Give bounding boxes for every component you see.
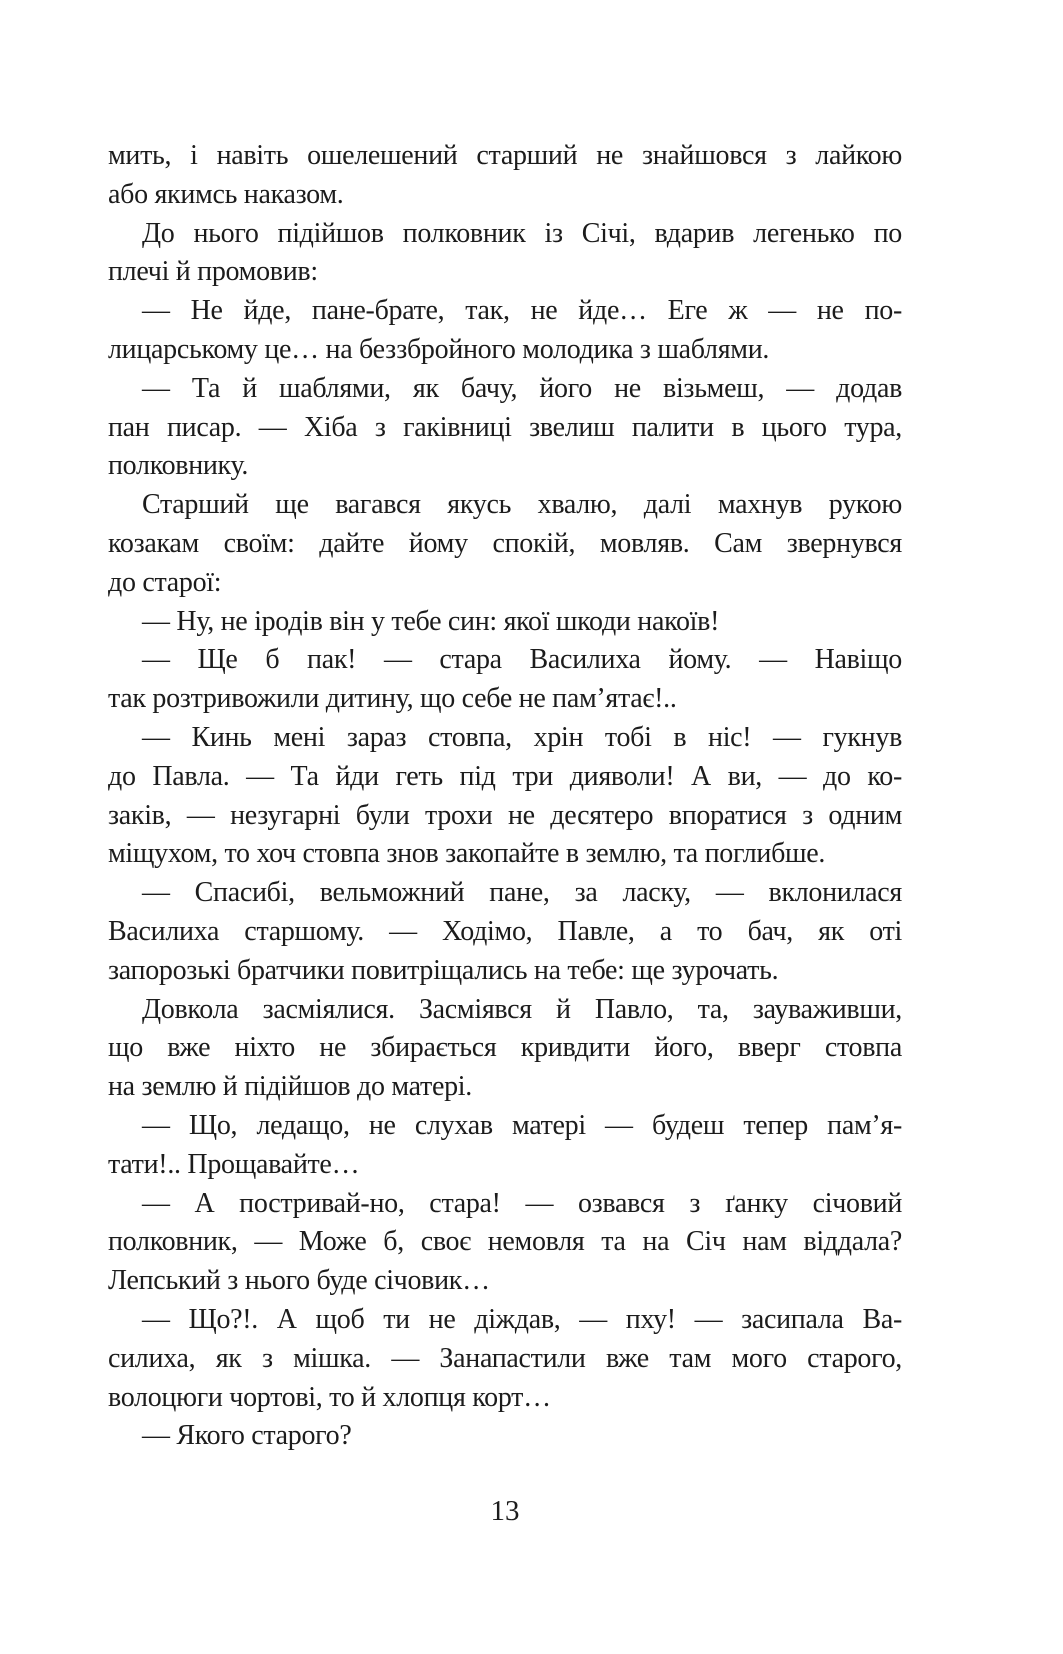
text-line: заків, — незугарні були трохи не десятеро впоратися з одним xyxy=(108,799,902,831)
text-line: плечі й промовив: xyxy=(108,256,318,288)
text-line: лицарському це… на беззбройного молодика з шаблями. xyxy=(108,333,770,365)
text-line: до старої: xyxy=(108,566,222,598)
text-line: волоцюги чортові, то й хлопця корт… xyxy=(108,1381,551,1413)
text-line: Лепський з нього буде січовик… xyxy=(108,1265,490,1297)
text-line: — Ну, не іродів він у тебе син: якої шкоди накоїв! xyxy=(142,605,720,637)
text-line: міщухом, то хоч стовпа знов закопайте в землю, та поглибше. xyxy=(108,838,826,870)
text-line: тати!.. Прощавайте… xyxy=(108,1148,360,1180)
text-line: що вже ніхто не збирається кривдити його, вверг стовпа xyxy=(108,1032,902,1064)
text-line: мить, і навіть ошелешений старший не знайшовся з лайкою xyxy=(108,140,902,171)
text-line: до Павла. — Та йди геть під три дияволи! А ви, — до ко- xyxy=(108,760,902,792)
text-line: козакам своїм: дайте йому спокій, мовляв. Сам звернувся xyxy=(108,527,902,559)
text-line: запорозькі братчики повитріщались на тебе: ще зурочать. xyxy=(108,954,779,986)
text-line: або якимсь наказом. xyxy=(108,178,344,210)
text-line: пан писар. — Хіба з гаківниці звелиш палити в цього тура, xyxy=(108,411,902,443)
text-line: Василиха старшому. — Ходімо, Павле, а то бач, як оті xyxy=(108,915,902,947)
text-line: полковник, — Може б, своє немовля та на Січ нам віддала? xyxy=(108,1226,902,1258)
text-line: так розтривожили дитину, що себе не пам’ятає!.. xyxy=(108,683,677,715)
text-line: До нього підійшов полковник із Січі, вдарив легенько по xyxy=(142,217,902,249)
page-number: 13 xyxy=(490,1495,520,1527)
text-line: — Якого старого? xyxy=(142,1420,352,1452)
text-line: — Ще б пак! — стара Василиха йому. — Навіщо xyxy=(142,644,902,676)
text-line: — Не йде, пане-брате, так, не йде… Еге ж — не по- xyxy=(142,295,902,327)
page-text xyxy=(108,137,902,1456)
text-line: — Кинь мені зараз стовпа, хрін тобі в ніс! — гукнув xyxy=(142,721,902,753)
text-line: силиха, як з мішка. — Занапастили вже там мого старого, xyxy=(108,1342,902,1374)
text-line: Старший ще вагався якусь хвалю, далі махнув рукою xyxy=(142,489,902,521)
text-line: — Та й шаблями, як бачу, його не візьмеш, — додав xyxy=(142,372,902,404)
text-line: на землю й підійшов до матері. xyxy=(108,1071,472,1103)
text-line: — Спасибі, вельможний пане, за ласку, — вклонилася xyxy=(142,877,902,909)
text-line: полковнику. xyxy=(108,450,249,482)
text-line: — Що?!. А щоб ти не діждав, — пху! — засипала Ва- xyxy=(142,1303,902,1335)
text-line: Довкола засміялися. Засміявся й Павло, та, зауваживши, xyxy=(142,993,902,1025)
text-line: — Що, ледащо, не слухав матері — будеш тепер пам’я- xyxy=(142,1109,902,1141)
text-line: — А постривай-но, стара! — озвався з ґанку січовий xyxy=(142,1187,902,1219)
